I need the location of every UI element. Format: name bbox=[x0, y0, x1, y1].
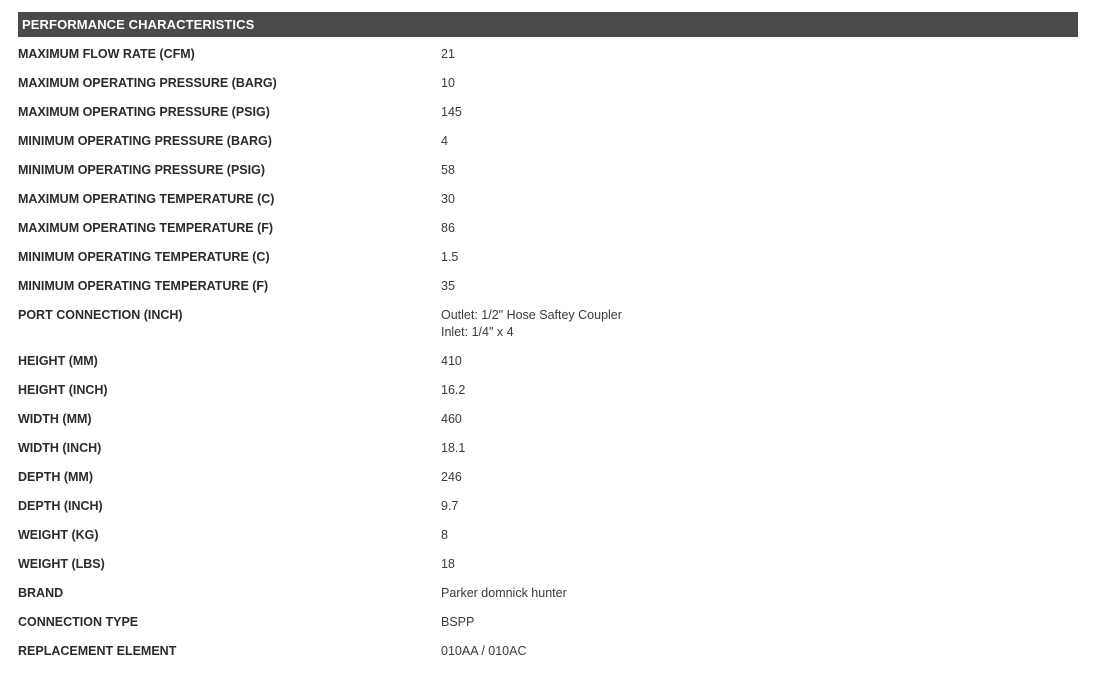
spec-row bbox=[18, 352, 1078, 381]
spec-value: Parker domnick hunter bbox=[441, 586, 567, 600]
spec-label: WIDTH (MM) bbox=[18, 412, 92, 426]
spec-row bbox=[18, 555, 1078, 584]
spec-value: 58 bbox=[441, 163, 455, 177]
spec-row bbox=[18, 410, 1078, 439]
spec-row bbox=[18, 526, 1078, 555]
spec-value: 35 bbox=[441, 279, 455, 293]
spec-value-line: Inlet: 1/4" x 4 bbox=[441, 325, 514, 339]
spec-row bbox=[18, 248, 1078, 277]
spec-row bbox=[18, 277, 1078, 306]
spec-row bbox=[18, 381, 1078, 410]
spec-value: BSPP bbox=[441, 615, 475, 629]
spec-row bbox=[18, 219, 1078, 248]
spec-row bbox=[18, 497, 1078, 526]
spec-row bbox=[18, 190, 1078, 219]
spec-value: 18.1 bbox=[441, 441, 466, 455]
spec-label: WIDTH (INCH) bbox=[18, 441, 102, 455]
spec-label: REPLACEMENT ELEMENT bbox=[18, 644, 177, 658]
spec-row bbox=[18, 161, 1078, 190]
spec-row bbox=[18, 613, 1078, 642]
spec-label: CONNECTION TYPE bbox=[18, 615, 139, 629]
spec-value: 410 bbox=[441, 354, 462, 368]
spec-value: 246 bbox=[441, 470, 462, 484]
spec-label: MAXIMUM OPERATING PRESSURE (PSIG) bbox=[18, 105, 270, 119]
spec-value: 4 bbox=[441, 134, 448, 148]
spec-value: 1.5 bbox=[441, 250, 459, 264]
spec-value: 16.2 bbox=[441, 383, 466, 397]
spec-row bbox=[18, 132, 1078, 161]
spec-value: 21 bbox=[441, 47, 455, 61]
performance-characteristics-table bbox=[18, 12, 1078, 671]
spec-label: DEPTH (MM) bbox=[18, 470, 93, 484]
spec-label: MAXIMUM FLOW RATE (CFM) bbox=[18, 47, 195, 61]
spec-row bbox=[18, 642, 1078, 671]
spec-label: HEIGHT (INCH) bbox=[18, 383, 108, 397]
spec-row bbox=[18, 74, 1078, 103]
spec-row bbox=[18, 584, 1078, 613]
spec-row bbox=[18, 306, 1078, 352]
spec-label: DEPTH (INCH) bbox=[18, 499, 103, 513]
spec-value: 460 bbox=[441, 412, 462, 426]
spec-label: WEIGHT (LBS) bbox=[18, 557, 105, 571]
spec-label: MAXIMUM OPERATING TEMPERATURE (C) bbox=[18, 192, 275, 206]
spec-label: MINIMUM OPERATING PRESSURE (PSIG) bbox=[18, 163, 266, 177]
spec-label: MINIMUM OPERATING PRESSURE (BARG) bbox=[18, 134, 272, 148]
spec-value: 30 bbox=[441, 192, 455, 206]
spec-value: 18 bbox=[441, 557, 455, 571]
spec-label: MINIMUM OPERATING TEMPERATURE (F) bbox=[18, 279, 269, 293]
spec-label: PORT CONNECTION (INCH) bbox=[18, 308, 183, 322]
spec-label: MAXIMUM OPERATING TEMPERATURE (F) bbox=[18, 221, 274, 235]
spec-value bbox=[441, 306, 622, 341]
spec-row bbox=[18, 439, 1078, 468]
spec-label: WEIGHT (KG) bbox=[18, 528, 99, 542]
spec-row bbox=[18, 45, 1078, 74]
spec-value: 010AA / 010AC bbox=[441, 644, 527, 658]
spec-rows bbox=[18, 45, 1078, 671]
spec-value: 145 bbox=[441, 105, 462, 119]
spec-row bbox=[18, 468, 1078, 497]
spec-label: BRAND bbox=[18, 586, 64, 600]
spec-label: MINIMUM OPERATING TEMPERATURE (C) bbox=[18, 250, 270, 264]
section-header: PERFORMANCE CHARACTERISTICS bbox=[18, 12, 1078, 37]
spec-value-line: Outlet: 1/2" Hose Saftey Coupler bbox=[441, 308, 622, 322]
spec-row bbox=[18, 103, 1078, 132]
spec-label: HEIGHT (MM) bbox=[18, 354, 98, 368]
spec-value: 86 bbox=[441, 221, 455, 235]
spec-value: 9.7 bbox=[441, 499, 459, 513]
spec-value: 8 bbox=[441, 528, 448, 542]
spec-label: MAXIMUM OPERATING PRESSURE (BARG) bbox=[18, 76, 277, 90]
spec-value: 10 bbox=[441, 76, 455, 90]
